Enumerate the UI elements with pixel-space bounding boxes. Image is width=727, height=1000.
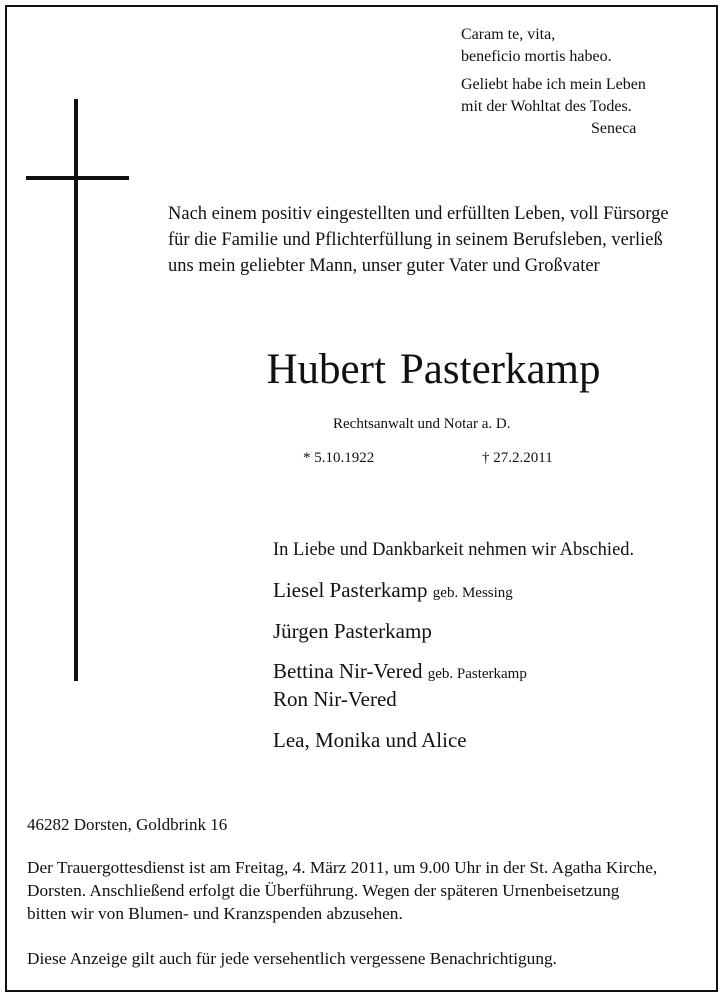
quote-latin-line-2: beneficio mortis habeo. bbox=[461, 48, 612, 65]
family-member bbox=[273, 578, 513, 603]
intro-line-2: für die Familie und Pflichterfüllung in seinem Berufsleben, verließ bbox=[168, 230, 663, 250]
service-line-1: Der Trauergottesdienst ist am Freitag, 4. März 2011, um 9.00 Uhr in der St. Agatha Kirche, bbox=[27, 858, 658, 877]
page-border bbox=[5, 5, 718, 992]
family-member bbox=[273, 659, 527, 684]
intro-line-1: Nach einem positiv eingestellten und erfüllten Leben, voll Fürsorge bbox=[168, 204, 669, 224]
family-member-name: Liesel Pasterkamp bbox=[273, 578, 428, 602]
intro-line-3: uns mein geliebter Mann, unser guter Vater und Großvater bbox=[168, 256, 600, 276]
quote-author: Seneca bbox=[591, 120, 637, 137]
cross-icon-beam bbox=[26, 176, 129, 180]
family-member-name: Bettina Nir-Vered bbox=[273, 659, 423, 683]
quote-german-line-2: mit der Wohltat des Todes. bbox=[461, 98, 632, 115]
family-member-note: geb. Pasterkamp bbox=[427, 666, 527, 682]
family-member bbox=[273, 619, 432, 644]
deceased-last-name: Pasterkamp bbox=[399, 346, 601, 393]
service-line-2: Dorsten. Anschließend erfolgt die Überführung. Wegen der späteren Urnenbeisetzung bbox=[27, 881, 620, 900]
family-member-note: geb. Messing bbox=[432, 585, 513, 601]
quote-latin-line-1: Caram te, vita, bbox=[461, 26, 556, 43]
family-member bbox=[273, 728, 467, 753]
deceased-title: Rechtsanwalt und Notar a. D. bbox=[333, 416, 511, 432]
birth-date: * 5.10.1922 bbox=[303, 450, 375, 466]
service-info bbox=[27, 856, 707, 925]
seneca-quote bbox=[461, 24, 646, 140]
intro-text bbox=[168, 201, 708, 279]
family-member bbox=[273, 687, 397, 712]
service-line-3: bitten wir von Blumen- und Kranzspenden abzusehen. bbox=[27, 904, 403, 923]
deceased-first-name: Hubert bbox=[266, 346, 386, 393]
deceased-name bbox=[0, 344, 727, 396]
death-date: † 27.2.2011 bbox=[482, 450, 553, 466]
farewell-text: In Liebe und Dankbarkeit nehmen wir Abschied. bbox=[273, 540, 635, 560]
quote-german-line-1: Geliebt habe ich mein Leben bbox=[461, 76, 646, 93]
family-member-name: Jürgen Pasterkamp bbox=[273, 619, 432, 643]
family-address: 46282 Dorsten, Goldbrink 16 bbox=[27, 815, 228, 834]
family-member-name: Lea, Monika und Alice bbox=[273, 728, 467, 752]
family-member-name: Ron Nir-Vered bbox=[273, 687, 397, 711]
notice-text: Diese Anzeige gilt auch für jede versehentlich vergessene Benachrichtigung. bbox=[27, 949, 557, 968]
